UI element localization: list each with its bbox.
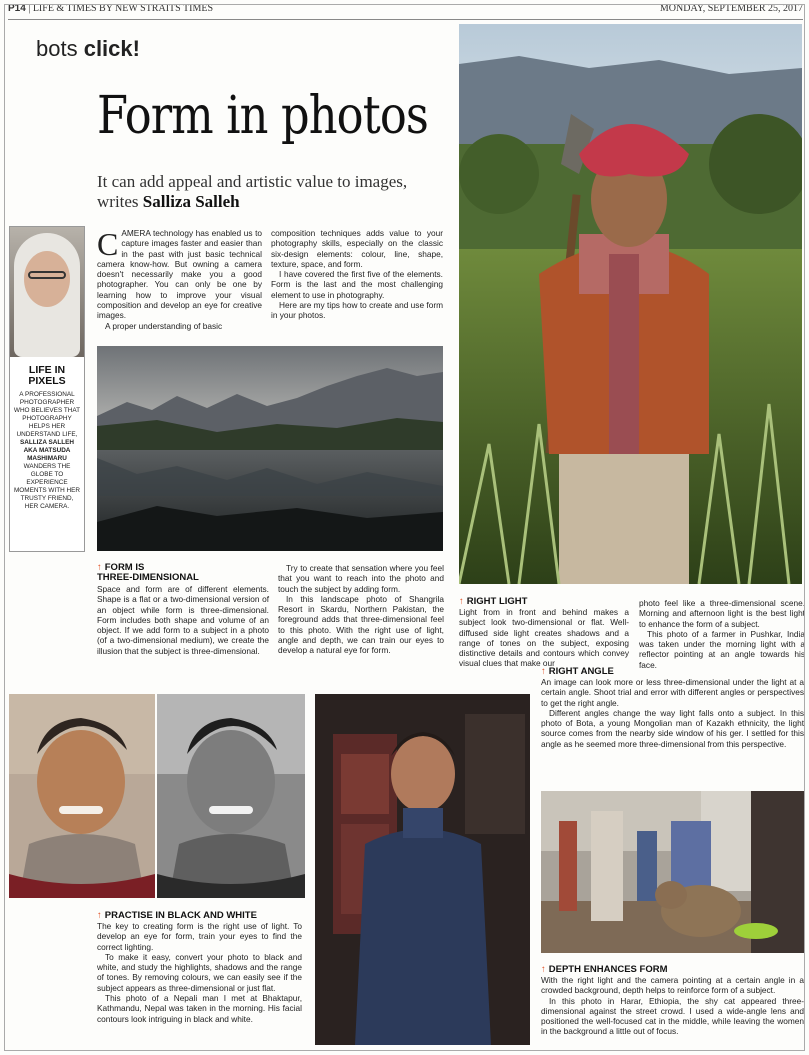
section-paragraph: Light from in front and behind makes a subject look two-dimensional or flat. Well-diffused side light creates shadows and a range of tones on the subject, exposing distinctive details and contours which convey visual clues that make our (459, 607, 629, 669)
sidebar-author-name: SALLIZA SALLEH AKA MATSUDA MASHIMARU (19, 439, 75, 462)
author-name: Salliza Salleh (142, 192, 240, 211)
intro-paragraph-4: I have covered the first five of the elements. Form is the last and the most challenging element to use in photography. (271, 269, 443, 300)
cat-street-photo (541, 791, 804, 953)
section-three-dimensional (97, 563, 269, 656)
author-sidebar (9, 226, 85, 552)
section-paragraph: Try to create that sensation where you feel that you want to reach into the photo and touch the subject by adding form. (278, 563, 444, 594)
section-heading (541, 667, 804, 677)
page-number: P14 (8, 3, 26, 14)
cat-street-image (541, 791, 804, 953)
intro-column-2 (271, 228, 443, 321)
avatar-glasses (28, 271, 66, 279)
page-header (8, 3, 803, 18)
heading-line-1: FORM IS (104, 562, 145, 573)
section-body (97, 584, 269, 656)
sidebar-title: LIFE IN PIXELS (28, 364, 66, 387)
column-label (36, 36, 140, 62)
bw-portrait-image (157, 694, 305, 898)
section-heading (97, 563, 269, 583)
header-date: MONDAY, SEPTEMBER 25, 2017 (659, 3, 803, 14)
intro-paragraph-5: Here are my tips how to create and use form in your photos. (271, 300, 443, 321)
intro-column-1 (97, 228, 262, 331)
section-depth (541, 965, 804, 1037)
section-body (541, 975, 804, 1037)
section-right-angle (541, 667, 804, 749)
color-portrait-image (9, 694, 155, 898)
column-label-bold: click! (83, 36, 140, 61)
section-black-white (97, 911, 302, 1024)
header-left: P14 | LIFE & TIMES BY NEW STRAITS TIMES (8, 3, 214, 14)
heading-text: RIGHT ANGLE (548, 666, 614, 677)
section-three-dimensional-cont (278, 563, 444, 656)
landscape-image (97, 346, 443, 551)
sidebar-bio (13, 391, 81, 511)
header-rule (8, 19, 803, 20)
intro-paragraph-1 (97, 228, 262, 321)
section-paragraph: Space and form are of different elements. Shape is a flat or a two-dimensional version of an object while form is three-dimensional. Form includes both shape and volume of an object. If we add form to a subject in a photo (of a two-dimensional medium), we create the illusion that the subject is three-dimensional. (97, 584, 269, 656)
section-paragraph: The key to creating form is the right use of light. To develop an eye for form, train your eyes to find the correct lighting. (97, 921, 302, 952)
section-name: LIFE & TIMES BY NEW STRAITS TIMES (32, 3, 214, 14)
farmer-photo (459, 24, 802, 584)
section-paragraph: To make it easy, convert your photo to black and white, and study the highlights, shadows and the range of tones. By removing colours, we can easily see if the subject appears as three-dimensional or just flat. (97, 951, 302, 993)
section-paragraph: With the right light and the camera pointing at a certain angle in a crowded background, depth helps to reinforce form of a subject. (541, 975, 804, 996)
up-arrow-icon: ↑ (459, 596, 464, 607)
intro-text-1: AMERA technology has enabled us to capture images faster and easier than in the past with just basic technical camera know-how. But owning a camera doesn't necessarily make you a good photographer. You can only be one by learning how to improve your visual composition and develop an eye for creative images. (97, 228, 262, 321)
landscape-photo (97, 346, 443, 551)
section-paragraph: In this photo in Harar, Ethiopia, the shy cat appeared three-dimensional against the street crowd. I used a wide-angle lens and positioned the well-focused cat in the middle, while leaving the women in the background a little out of focus. (541, 995, 804, 1037)
article-subtitle (97, 172, 442, 212)
section-body (97, 921, 302, 1024)
up-arrow-icon: ↑ (541, 964, 546, 975)
section-heading (541, 965, 804, 975)
heading-text: PRACTISE IN BLACK AND WHITE (104, 910, 257, 921)
intro-paragraph-2: A proper understanding of basic (105, 320, 223, 331)
up-arrow-icon: ↑ (97, 910, 102, 921)
column-label-light: bots (36, 36, 84, 61)
color-portrait-photo (9, 694, 155, 898)
intro-paragraph-3: composition techniques adds value to your photography skills, especially on the classic six-design elements: colour, line, shape, texture, space, and form. (271, 228, 443, 269)
bota-photo (315, 694, 530, 1045)
sidebar-bio-1: A PROFESSIONAL PHOTOGRAPHER WHO BELIEVES THAT PHOTOGRAPHY HELPS HER UNDERSTAND LIFE, (13, 391, 81, 438)
article-title: Form in photos (97, 86, 428, 146)
bw-portrait-photo (157, 694, 305, 898)
section-paragraph: This photo of a Nepali man I met at Bhaktapur, Kathmandu, Nepal was taken in the morning. His facial contours look intriguing in black and white. (97, 993, 302, 1024)
section-paragraph: An image can look more or less three-dimensional under the light at a certain angle. Shoot trial and error with different angles or perspectives to get the right angle. (541, 677, 804, 708)
up-arrow-icon: ↑ (541, 666, 546, 677)
section-paragraph: In this landscape photo of Shangrila Resort in Skardu, Northern Pakistan, the foreground adds that three-dimensional feel to this photo. With the right use of light, angle and depth, we can train our eyes to develop a natural eye for form. (278, 593, 444, 656)
author-avatar (10, 227, 84, 357)
heading-text: DEPTH ENHANCES FORM (548, 964, 668, 975)
section-paragraph: Different angles change the way light falls onto a subject. In this photo of Bota, a young Mongolian man of Kazakh ethnicity, the light source comes from the nearby side window of his ger. I settled for this angle as he seemed more three-dimensional from this perspective. (541, 707, 804, 749)
sidebar-bio-2: WANDERS THE GLOBE TO EXPERIENCE MOMENTS WITH HER TRUSTY FRIEND, HER CAMERA. (13, 463, 81, 510)
heading-line-2: THREE-DIMENSIONAL (97, 572, 199, 583)
section-right-light-cont (639, 598, 805, 670)
section-body (459, 607, 629, 669)
section-heading (97, 911, 302, 921)
section-paragraph: photo feel like a three-dimensional scene. Morning and afternoon light is the best light to enhance the form of a subject. (639, 598, 805, 629)
up-arrow-icon: ↑ (97, 562, 102, 573)
drop-cap: C (97, 226, 119, 262)
section-right-light (459, 597, 629, 669)
subtitle-text: It can add appeal and artistic value to images, writes (97, 172, 408, 211)
section-heading (459, 597, 629, 607)
avatar-face (24, 251, 70, 307)
section-body (541, 677, 804, 749)
section-paragraph: This photo of a farmer in Pushkar, India was taken under the morning light with a reflector pointing at an angle towards his face. (639, 628, 805, 670)
farmer-image (459, 24, 802, 584)
heading-text: RIGHT LIGHT (466, 596, 528, 607)
bota-image (315, 694, 530, 1045)
